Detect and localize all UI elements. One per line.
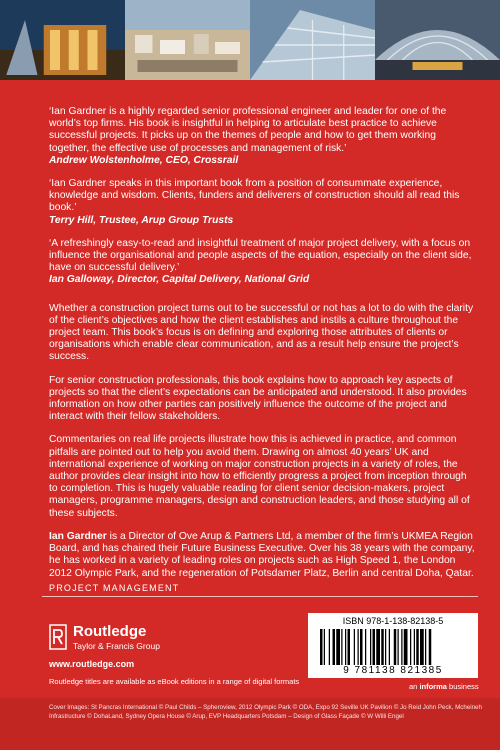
informa-prefix: an (409, 682, 420, 691)
publisher-name: Routledge (73, 623, 147, 640)
barcode-bar (336, 629, 340, 665)
routledge-logo-icon (49, 624, 67, 650)
barcode-bar (370, 629, 371, 665)
informa-brand: informa (419, 682, 447, 691)
body-text (49, 106, 477, 591)
barcode-bar (401, 629, 402, 665)
divider (42, 596, 478, 597)
barcode-bar (425, 629, 426, 665)
quote-3-attribution: Ian Galloway, Director, Capital Delivery, National Grid (49, 274, 310, 286)
publisher-block (49, 624, 160, 651)
barcode-digits: 9 781138 821385 (343, 665, 443, 676)
informa-suffix: business (446, 682, 479, 691)
barcode-bar (429, 629, 432, 665)
barcode-bar (329, 629, 330, 665)
barcode-bar (414, 629, 415, 665)
author-bio (49, 531, 477, 580)
barcode-bar (394, 629, 397, 665)
description-paragraph-1: Whether a construction project turns out to be successful or not has a lot to do with the clarity of the client’s objectives and how the client establishes and instils a culture throughout the project team. This book’s focus is on defining and exploring those attributes of clients or organisations which enable clear communication, and as a result help ensure the project’s success. (49, 302, 474, 363)
informa-tagline (409, 682, 479, 691)
barcode-bar (420, 629, 424, 665)
barcode-bar (358, 629, 359, 665)
barcode-bar (341, 629, 342, 665)
barcode-bar (354, 629, 355, 665)
ebook-note: Routledge titles are available as eBook editions in a range of digital formats (49, 677, 300, 686)
isbn-label: ISBN 978-1-138-82138-5 (342, 616, 444, 626)
quote-3 (49, 238, 477, 287)
quote-1-text: ‘Ian Gardner is a highly regarded senior professional engineer and leader for one of the world’s top firms. His book is insightful in helping to articulate best practice to achieve successful projects. It picks up on the themes of people and how to get them working together, the effective use of processes and management of risk.’ (49, 106, 447, 154)
description-paragraph-3: Commentaries on real life projects illustrate how this is achieved in practice, and common pitfalls are pointed out to help you avoid them. Drawing on almost 40 years’ UK and international experience of working on major construction projects in a variety of roles, the author provides clear insight into how to efficiently progress a project from inception through to completion. This is hugely valuable reading for client senior decision-makers, project managers, programme managers, design and construction leaders, and those studying all of these subjects. (49, 434, 470, 519)
publisher-group: Taylor & Francis Group (73, 641, 160, 651)
barcode-bar (389, 629, 390, 665)
photo-station-roof (375, 0, 500, 80)
barcode-bar (360, 629, 363, 665)
credits-band (0, 698, 500, 750)
description-paragraph-2: For senior construction professionals, this book explains how to approach key aspects of projects so that the client’s expectations can be anticipated and understood. It also provides information on how other parties can positively influence the outcome of the project and interact with their fellow stakeholders. (49, 374, 467, 423)
barcode-bar (376, 629, 380, 665)
photo-city-aerial (125, 0, 250, 80)
publisher-url[interactable]: www.routledge.com (49, 659, 135, 669)
author-bio-text: is a Director of Ove Arup & Partners Ltd, a member of the firm’s UKMEA Region Board, and has chaired their Future Business Executive. Over his 38 years with the company, he has worked in a variety of leading roles on projects such as High Speed 1, the London 2012 Olympic Park, and the regeneration of Potsdamer Platz, Berlin and central Doha, Qatar. (49, 530, 475, 579)
barcode-bar (385, 629, 386, 665)
barcode-bar (333, 629, 336, 665)
barcode-bar (345, 629, 346, 665)
barcode-bar (381, 629, 384, 665)
barcode-bar (348, 629, 351, 665)
author-name: Ian Gardner (49, 530, 107, 542)
photo-strip (0, 0, 500, 80)
barcode-bar (404, 629, 408, 665)
quote-2-attribution: Terry Hill, Trustee, Arup Group Trusts (49, 214, 234, 226)
barcode-bar (324, 629, 325, 665)
barcode-bar (416, 629, 419, 665)
barcode-bar (410, 629, 411, 665)
photo-glass-facade (250, 0, 375, 80)
cover-credits: Cover Images: St Pancras International © Paul Childs – Spheroview, 2012 Olympic Park © ODA, Expo 92 Seville UK Pavilion © Jo Reid John Peck, Mcheineh Infrastructure © DohaLand, Sydney Opera House © Arup, EVP Headquarters Potsdam – Design of Glass Façade © W Willi Engel (49, 704, 482, 720)
quote-2-text: ‘Ian Gardner speaks in this important book from a position of consummate experience, knowledge and wisdom. Clients, funders and deliverers of construction should all read this book.’ (49, 178, 460, 214)
barcode-bar (365, 629, 366, 665)
category-label: PROJECT MANAGEMENT (49, 583, 180, 593)
quote-2 (49, 178, 477, 227)
quote-3-text: ‘A refreshingly easy-to-read and insightful treatment of major project delivery, with a focus on influence the organisational and people aspects of the equation, especially on the client side, have on successful delivery.’ (49, 237, 472, 274)
barcode (308, 613, 478, 678)
barcode-bar (398, 629, 399, 665)
quote-1 (49, 106, 477, 167)
quote-1-attribution: Andrew Wolstenholme, CEO, Crossrail (49, 154, 239, 166)
barcode-bar (320, 629, 323, 665)
barcode-bars-icon (320, 629, 466, 665)
barcode-bar (373, 629, 376, 665)
photo-building-night (0, 0, 125, 80)
